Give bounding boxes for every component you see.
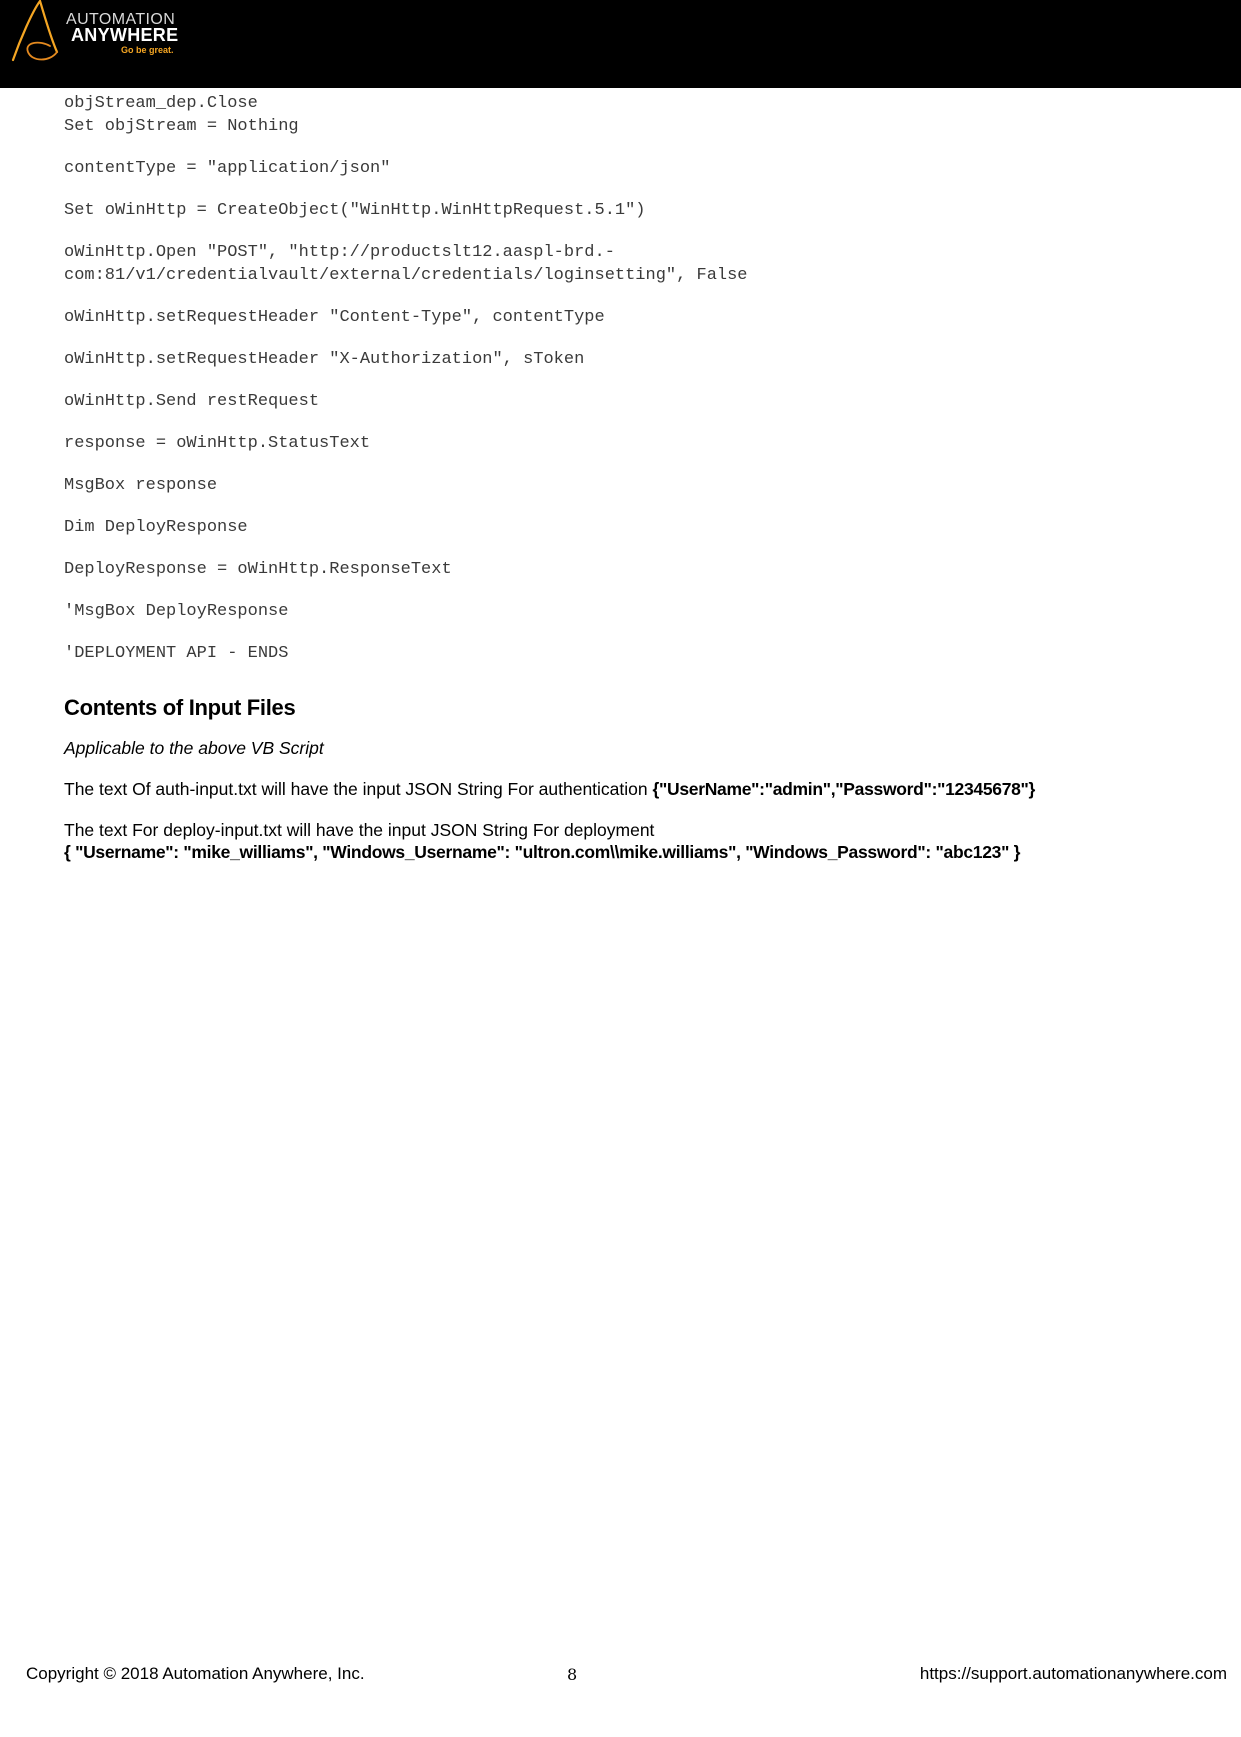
auth-input-text: The text Of auth-input.txt will have the input JSON String For authentication	[64, 779, 653, 799]
code-line-close-stream: objStream_dep.Close Set objStream = Nothing	[64, 94, 299, 136]
code-line-msgbox-response: MsgBox response	[64, 476, 218, 495]
code-line-response-text: DeployResponse = oWinHttp.ResponseText	[64, 560, 452, 579]
code-line-dim-deploy-response: Dim DeployResponse	[64, 518, 248, 537]
auth-input-json: {"UserName":"admin","Password":"12345678"}	[652, 779, 1036, 799]
code-line-deployment-ends: 'DEPLOYMENT API - ENDS	[64, 644, 289, 663]
auth-input-description	[64, 778, 1204, 800]
logo-text-anywhere: ANYWHERE	[71, 25, 179, 45]
code-line-header-authorization: oWinHttp.setRequestHeader "X-Authorization", sToken	[64, 350, 585, 369]
code-line-header-content-type: oWinHttp.setRequestHeader "Content-Type", contentType	[64, 308, 605, 327]
deploy-input-json: { "Username": "mike_williams", "Windows_Username": "ultron.com\\mike.williams", "Windows_Password": "abc123" }	[64, 842, 1021, 862]
logo-a-mark-icon	[10, 0, 70, 64]
document-body	[64, 92, 1204, 882]
logo-tagline: Go be great.	[121, 45, 174, 55]
automation-anywhere-logo	[10, 0, 200, 64]
code-line-content-type: contentType = "application/json"	[64, 159, 391, 178]
page-footer	[0, 1664, 1241, 1688]
deploy-input-description	[64, 819, 1204, 863]
code-line-create-object: Set oWinHttp = CreateObject("WinHttp.WinHttpRequest.5.1")	[64, 201, 646, 220]
code-line-status-text: response = oWinHttp.StatusText	[64, 434, 371, 453]
section-heading: Contents of Input Files	[64, 695, 296, 720]
code-line-open-post: oWinHttp.Open "POST", "http://productslt12.aaspl-brd.- com:81/v1/credentialvault/external/credentials/loginsetting", False	[64, 243, 748, 285]
code-line-send: oWinHttp.Send restRequest	[64, 392, 320, 411]
footer-support-url[interactable]: https://support.automationanywhere.com	[919, 1664, 1227, 1683]
logo-text-automation: AUTOMATION	[66, 11, 176, 28]
deploy-input-text: The text For deploy-input.txt will have the input JSON String For deployment	[64, 820, 655, 840]
footer-page-number: 8	[567, 1665, 578, 1684]
page-header	[0, 0, 1241, 88]
code-line-msgbox-comment: 'MsgBox DeployResponse	[64, 602, 289, 621]
section-intro: Applicable to the above VB Script	[64, 738, 324, 758]
footer-copyright: Copyright © 2018 Automation Anywhere, Inc.	[26, 1664, 365, 1683]
